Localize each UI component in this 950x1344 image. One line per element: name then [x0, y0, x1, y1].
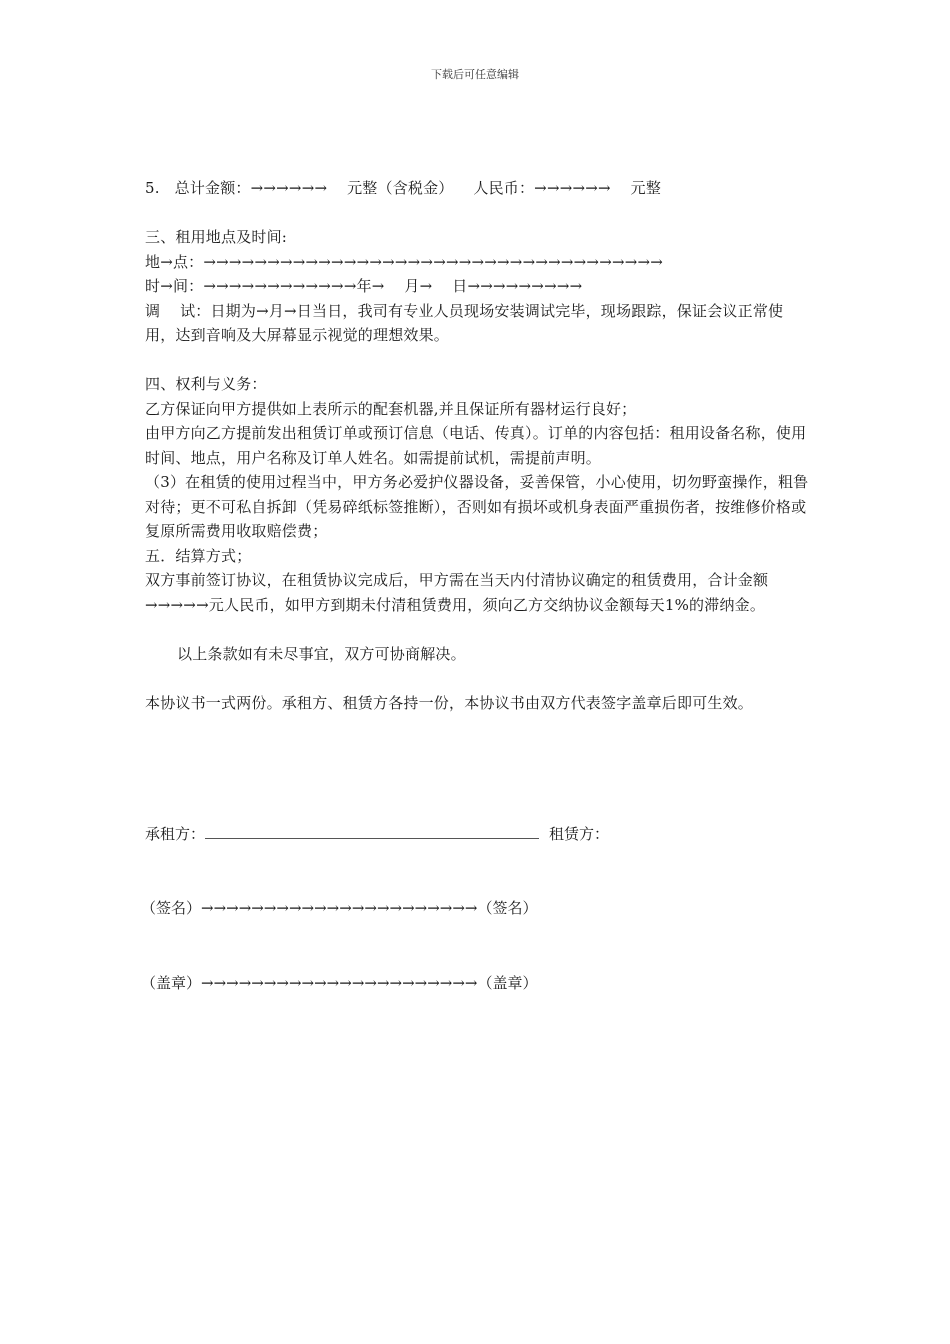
section-4-item-1: 乙方保证向甲方提供如上表所示的配套机器,并且保证所有器材运行良好； — [145, 399, 637, 418]
debug-paragraph: 调 试：日期为→月→日当日，我司有专业人员现场安装调试完毕，现场跟踪，保证会议正常使用，达到音响及大屏幕显示视觉的理想效果。 — [145, 301, 784, 344]
section-4-item-2: 由甲方向乙方提前发出租赁订单或预订信息（电话、传真）。订单的内容包括：租用设备名称，使用时间、地点，用户名称及订单人姓名。如需提前试机，需提前声明。 — [145, 424, 807, 467]
section-3-title: 三、租用地点及时间: — [145, 228, 288, 246]
seal-line: （盖章）→→→→→→→→→→→→→→→→→→→→→→（盖章） — [141, 974, 538, 992]
section-5-body: 双方事前签订协议，在租赁协议完成后，甲方需在当天内付清协议确定的租赁费用，合计金额→→→→→元人民币，如甲方到期未付清租赁费用，须向乙方交纳协议金额每天1%的滞纳金。 — [145, 571, 769, 614]
negotiation-clause: 以上条款如有未尽事宜，双方可协商解决。 — [177, 644, 466, 663]
signature-row — [141, 896, 538, 920]
document-body — [145, 176, 810, 715]
lessor-label: 租赁方： — [549, 825, 610, 843]
section-4-item-3: （3）在租赁的使用过程当中，甲方务必爱护仪器设备，妥善保管，小心使用，切勿野蛮操作，粗鲁对待；更不可私自拆卸（凭易碎纸标签推断），否则如有损坏或机身表面严重损伤者，按维修价格或复原所需费用收取赔偿费； — [145, 473, 809, 540]
rental-place: 地→点：→→→→→→→→→→→→→→→→→→→→→→→→→→→→→→→→→→→→ — [145, 252, 664, 271]
copies-clause: 本协议书一式两份。承租方、租赁方各持一份，本协议书由双方代表签字盖章后即可生效。 — [145, 693, 754, 712]
seal-row — [141, 971, 538, 995]
total-amount-line: 5. 总计金额：→→→→→→ 元整（含税金） 人民币：→→→→→→ 元整 — [145, 179, 662, 197]
lessee-blank-line — [205, 824, 539, 839]
page-header: 下载后可任意编辑 — [431, 68, 519, 81]
signature-line: （签名）→→→→→→→→→→→→→→→→→→→→→→（签名） — [141, 899, 538, 917]
section-5-title: 五．结算方式； — [145, 546, 252, 565]
section-4-title: 四、权利与义务： — [145, 375, 267, 393]
party-labels-row — [145, 822, 609, 846]
rental-time: 时→间：→→→→→→→→→→→→年→ 月→ 日→→→→→→→→→ — [145, 277, 583, 295]
lessee-label: 承租方： — [145, 825, 206, 843]
